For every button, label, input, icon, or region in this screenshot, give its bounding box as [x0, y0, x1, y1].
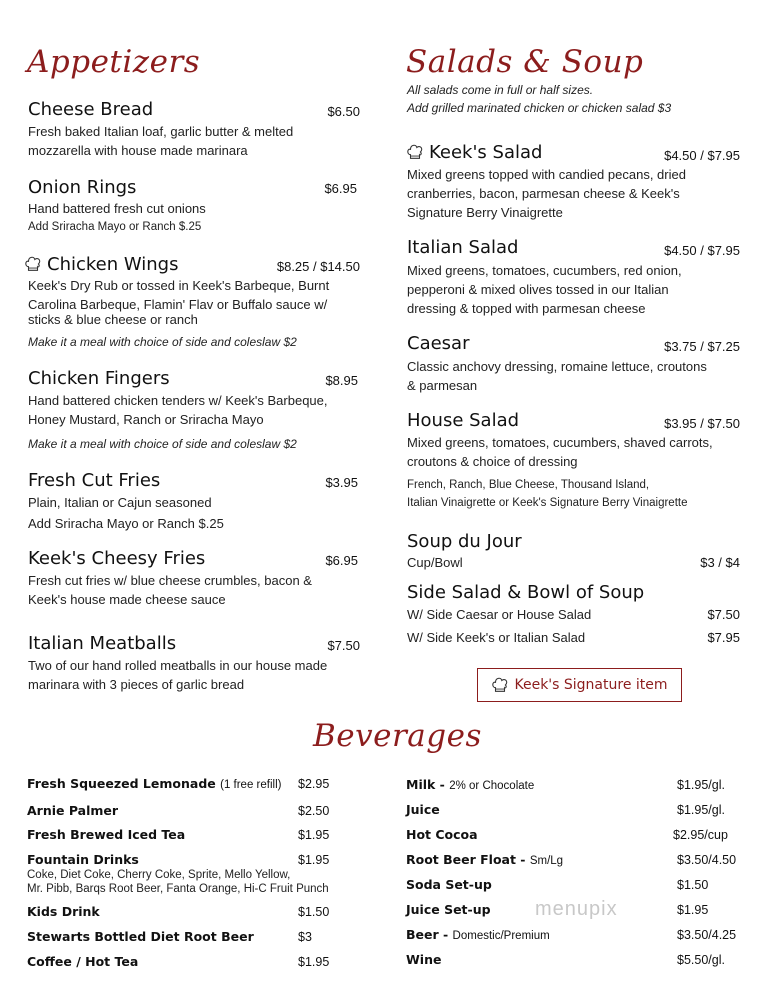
beverage-price: $1.95/gl.	[677, 778, 725, 792]
item-desc: pepperoni & mixed olives tossed in our Italian	[407, 282, 669, 297]
beverage-name: Coffee / Hot Tea	[27, 954, 139, 969]
signature-legend	[477, 668, 682, 702]
beverage-label: Fresh Squeezed Lemonade	[27, 776, 216, 791]
beverages-title: Beverages	[313, 718, 482, 754]
item-price: $3.95	[325, 475, 358, 490]
item-name-text: Chicken Wings	[47, 254, 179, 275]
beverage-name: Stewarts Bottled Diet Root Beer	[27, 929, 254, 944]
item-desc: Two of our hand rolled meatballs in our house made	[28, 658, 328, 673]
combo-option: W/ Side Caesar or House Salad	[407, 607, 592, 622]
beverage-price: $2.95/cup	[673, 828, 728, 842]
salads-title: Salads & Soup	[406, 44, 644, 80]
item-name: Soup du Jour	[407, 531, 522, 552]
beverage-price: $1.95/gl.	[677, 803, 725, 817]
item-desc: Signature Berry Vinaigrette	[407, 205, 563, 220]
item-desc: Classic anchovy dressing, romaine lettuce, croutons	[407, 359, 707, 374]
beverage-price: $1.50	[298, 905, 330, 919]
item-price: $4.50 / $7.95	[664, 148, 740, 163]
beverage-price: $1.95	[298, 828, 330, 842]
beverage-name: Juice Set-up	[406, 902, 491, 917]
beverage-name: Soda Set-up	[406, 877, 492, 892]
beverage-price: $3	[298, 930, 312, 944]
beverage-sub: Sm/Lg	[529, 855, 564, 867]
item-desc: Hand battered chicken tenders w/ Keek's Barbeque,	[28, 393, 328, 408]
item-desc: & parmesan	[407, 378, 478, 393]
item-desc: Hand battered fresh cut onions	[28, 201, 206, 216]
salads-note: Add grilled marinated chicken or chicken salad $3	[407, 101, 672, 115]
item-addon: Add Sriracha Mayo or Ranch $.25	[28, 516, 224, 531]
beverage-name: Hot Cocoa	[406, 827, 478, 842]
beverage-desc: Coke, Diet Coke, Cherry Coke, Sprite, Mello Yellow,	[27, 869, 291, 881]
item-desc: Mixed greens, tomatoes, cucumbers, shaved carrots,	[407, 435, 713, 450]
beverage-desc: Mr. Pibb, Barqs Root Beer, Fanta Orange, Hi-C Fruit Punch	[27, 883, 329, 895]
salads-note: All salads come in full or half sizes.	[407, 83, 594, 97]
item-price: $7.95	[707, 630, 740, 645]
beverage-label: Milk -	[406, 777, 450, 792]
item-name: Keek's Cheesy Fries	[28, 548, 206, 569]
combo-option: W/ Side Keek's or Italian Salad	[407, 630, 586, 645]
item-name: Fresh Cut Fries	[28, 470, 161, 491]
item-price: $7.50	[327, 638, 360, 653]
item-meal: Make it a meal with choice of side and coleslaw $2	[28, 335, 297, 349]
item-name-signature	[24, 254, 178, 275]
item-desc: Cup/Bowl	[407, 555, 463, 570]
item-name: House Salad	[407, 410, 520, 431]
dressing-list: French, Ranch, Blue Cheese, Thousand Island,	[407, 479, 650, 491]
chef-hat-icon	[406, 143, 424, 161]
item-name-signature	[406, 142, 542, 163]
beverage-price: $5.50/gl.	[677, 953, 725, 967]
beverage-name: Wine	[406, 952, 442, 967]
beverage-label: Beer -	[406, 927, 453, 942]
item-desc: dressing & topped with parmesan cheese	[407, 301, 646, 316]
beverage-sub: 2% or Chocolate	[449, 780, 535, 792]
beverage-sub: (1 free refill)	[220, 779, 282, 791]
chef-hat-icon	[491, 676, 509, 694]
appetizers-title: Appetizers	[27, 44, 201, 80]
beverage-price: $1.95	[677, 903, 709, 917]
beverage-price: $3.50/4.50	[677, 853, 737, 867]
item-price: $8.25 / $14.50	[276, 259, 360, 274]
item-desc: cranberries, bacon, parmesan cheese & Keek's	[407, 186, 680, 201]
item-price: $3.75 / $7.25	[664, 339, 740, 354]
chef-hat-icon	[24, 255, 42, 273]
beverage-name: Arnie Palmer	[27, 803, 119, 818]
item-name: Chicken Fingers	[28, 368, 170, 389]
item-desc: Honey Mustard, Ranch or Sriracha Mayo	[28, 412, 264, 427]
beverage-price: $3.50/4.25	[677, 928, 737, 942]
item-name: Italian Meatballs	[28, 633, 177, 654]
item-desc: sticks & blue cheese or ranch	[28, 312, 198, 327]
beverage-sub: Domestic/Premium	[452, 930, 550, 942]
item-price: $3.95 / $7.50	[664, 416, 740, 431]
beverage-name	[406, 927, 550, 942]
watermark: menupix	[535, 898, 618, 920]
beverage-name	[406, 777, 534, 792]
item-desc: marinara with 3 pieces of garlic bread	[28, 677, 245, 692]
item-price: $4.50 / $7.95	[664, 243, 740, 258]
item-meal: Make it a meal with choice of side and coleslaw $2	[28, 437, 297, 451]
item-price: $6.50	[327, 104, 360, 119]
item-desc: Keek's house made cheese sauce	[28, 592, 226, 607]
item-desc: Carolina Barbeque, Flamin' Flav or Buffalo sauce w/	[28, 297, 328, 312]
item-desc: croutons & choice of dressing	[407, 454, 578, 469]
beverage-name: Kids Drink	[27, 904, 100, 919]
legend-label: Keek's Signature item	[514, 677, 668, 693]
beverage-name: Fresh Brewed Iced Tea	[27, 827, 186, 842]
dressing-list: Italian Vinaigrette or Keek's Signature Berry Vinaigrette	[407, 497, 688, 509]
beverage-name	[406, 852, 563, 867]
item-name: Onion Rings	[28, 177, 137, 198]
beverage-price: $2.95	[298, 777, 330, 791]
beverage-name: Fountain Drinks	[27, 852, 139, 867]
item-name: Side Salad & Bowl of Soup	[407, 582, 645, 603]
item-desc: Fresh cut fries w/ blue cheese crumbles, bacon &	[28, 573, 312, 588]
beverage-label: Root Beer Float -	[406, 852, 530, 867]
item-name: Cheese Bread	[28, 99, 154, 120]
beverage-name: Juice	[406, 802, 440, 817]
beverage-price: $1.95	[298, 955, 330, 969]
beverage-price: $1.50	[677, 878, 709, 892]
beverage-price: $1.95	[298, 853, 330, 867]
item-name: Italian Salad	[407, 237, 519, 258]
item-name-text: Keek's Salad	[429, 142, 543, 163]
item-desc: Fresh baked Italian loaf, garlic butter & melted	[28, 124, 294, 139]
beverage-price: $2.50	[298, 804, 330, 818]
item-desc: Mixed greens topped with candied pecans, dried	[407, 167, 686, 182]
item-desc: Mixed greens, tomatoes, cucumbers, red onion,	[407, 263, 682, 278]
item-addon: Add Sriracha Mayo or Ranch $.25	[28, 221, 202, 233]
beverage-name	[27, 776, 281, 791]
item-name: Caesar	[407, 333, 470, 354]
item-price: $8.95	[325, 373, 358, 388]
item-price: $3 / $4	[700, 555, 740, 570]
item-price: $6.95	[324, 181, 357, 196]
item-desc: mozzarella with house made marinara	[28, 143, 248, 158]
item-price: $7.50	[707, 607, 740, 622]
item-desc: Keek's Dry Rub or tossed in Keek's Barbeque, Burnt	[28, 278, 330, 293]
item-price: $6.95	[325, 553, 358, 568]
item-desc: Plain, Italian or Cajun seasoned	[28, 495, 212, 510]
